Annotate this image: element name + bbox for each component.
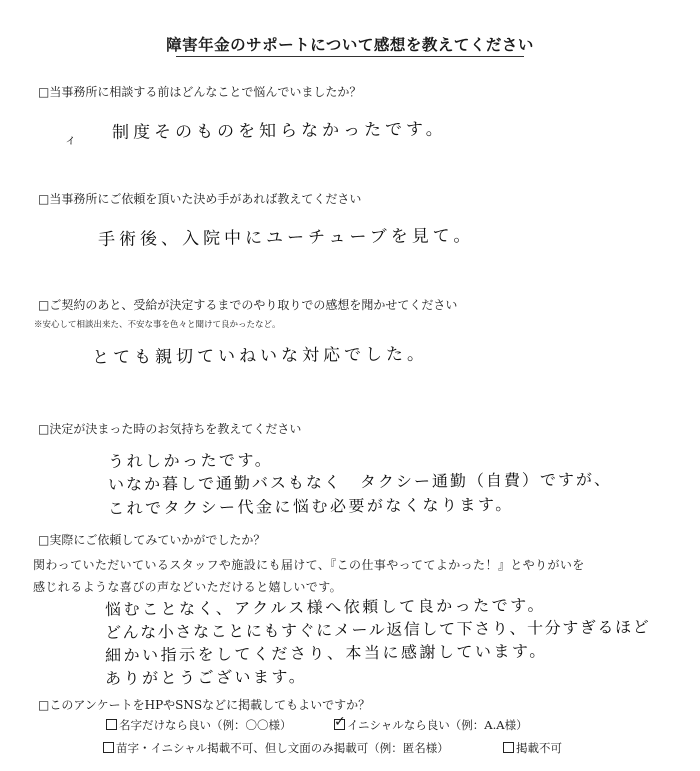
option-text-only[interactable] <box>103 740 449 756</box>
answer-2-handwriting: 手術後、入院中にユーチューブを見て。 <box>97 226 475 250</box>
question-3: □ご契約のあと、受給が決定するまでのやり取りでの感想を聞かせてください <box>38 298 458 312</box>
answer-5-line-2: どんな小さなことにもすぐにメール返信して下さり、十分すぎるほど <box>104 617 651 642</box>
title-underline <box>176 56 524 57</box>
answer-5-line-4: ありがとうございます。 <box>104 666 308 688</box>
stray-handwritten-mark: ィ <box>64 133 78 148</box>
question-3-note: ※安心して相談出来た、不安な事を色々と聞けて良かったなど。 <box>34 320 281 330</box>
option-not-allowed-label: 掲載不可 <box>516 741 562 755</box>
form-title: 障害年金のサポートについて感想を教えてください <box>166 35 534 54</box>
question-5: □実際にご依頼してみていかがでしたか？ <box>38 533 266 547</box>
answer-4-line-1: うれしかったです。 <box>107 450 274 471</box>
answer-4-line-3: これでタクシー代金に悩む必要がなくなります。 <box>107 494 514 518</box>
answer-5-line-1: 悩むことなく、アクルス様へ依頼して良かったです。 <box>104 595 547 619</box>
answer-4-line-2: いなか暮しで通勤バスもなく タクシー通勤（自費）ですが、 <box>107 469 613 494</box>
checkmark-icon: ✓ <box>334 714 346 730</box>
option-not-allowed[interactable] <box>503 740 562 756</box>
option-text-only-checkbox[interactable] <box>103 742 114 753</box>
question-5-prompt-line-2: 感じれるような喜びの声などいただけると嬉しいです。 <box>33 580 343 594</box>
question-2: □当事務所にご依頼を頂いた決め手があれば教えてください <box>38 192 362 206</box>
answer-1-handwriting: 制度そのものを知らなかったです。 <box>111 119 447 143</box>
question-6: □このアンケートをHPやSNSなどに掲載してもよいですか？ <box>38 698 371 712</box>
option-initials-only[interactable] <box>334 714 528 733</box>
option-text-only-label: 苗字・イニシャル掲載不可、但し文面のみ掲載可（例：匿名様） <box>116 741 449 755</box>
answer-5-line-3: 細かい指示をしてくださり、本当に感謝しています。 <box>104 641 548 665</box>
option-initials-only-checkbox[interactable] <box>334 714 346 730</box>
option-surname-only-checkbox[interactable] <box>106 719 117 730</box>
question-1: □当事務所に相談する前はどんなことで悩んでいましたか？ <box>38 85 362 99</box>
question-5-prompt-line-1: 関わっていただいているスタッフや施設にも届けて、『この仕事やっててよかった！』とやりがいを <box>33 558 585 572</box>
option-surname-only-label: 名字だけなら良い（例：〇〇様） <box>119 718 292 732</box>
question-4: □決定が決まった時のお気持ちを教えてください <box>38 422 302 436</box>
option-not-allowed-checkbox[interactable] <box>503 742 514 753</box>
option-surname-only[interactable] <box>106 717 292 733</box>
option-initials-only-label: イニシャルなら良い（例：A.A様） <box>347 718 528 732</box>
answer-3-handwriting: とても親切ていねいな対応でした。 <box>91 344 429 368</box>
